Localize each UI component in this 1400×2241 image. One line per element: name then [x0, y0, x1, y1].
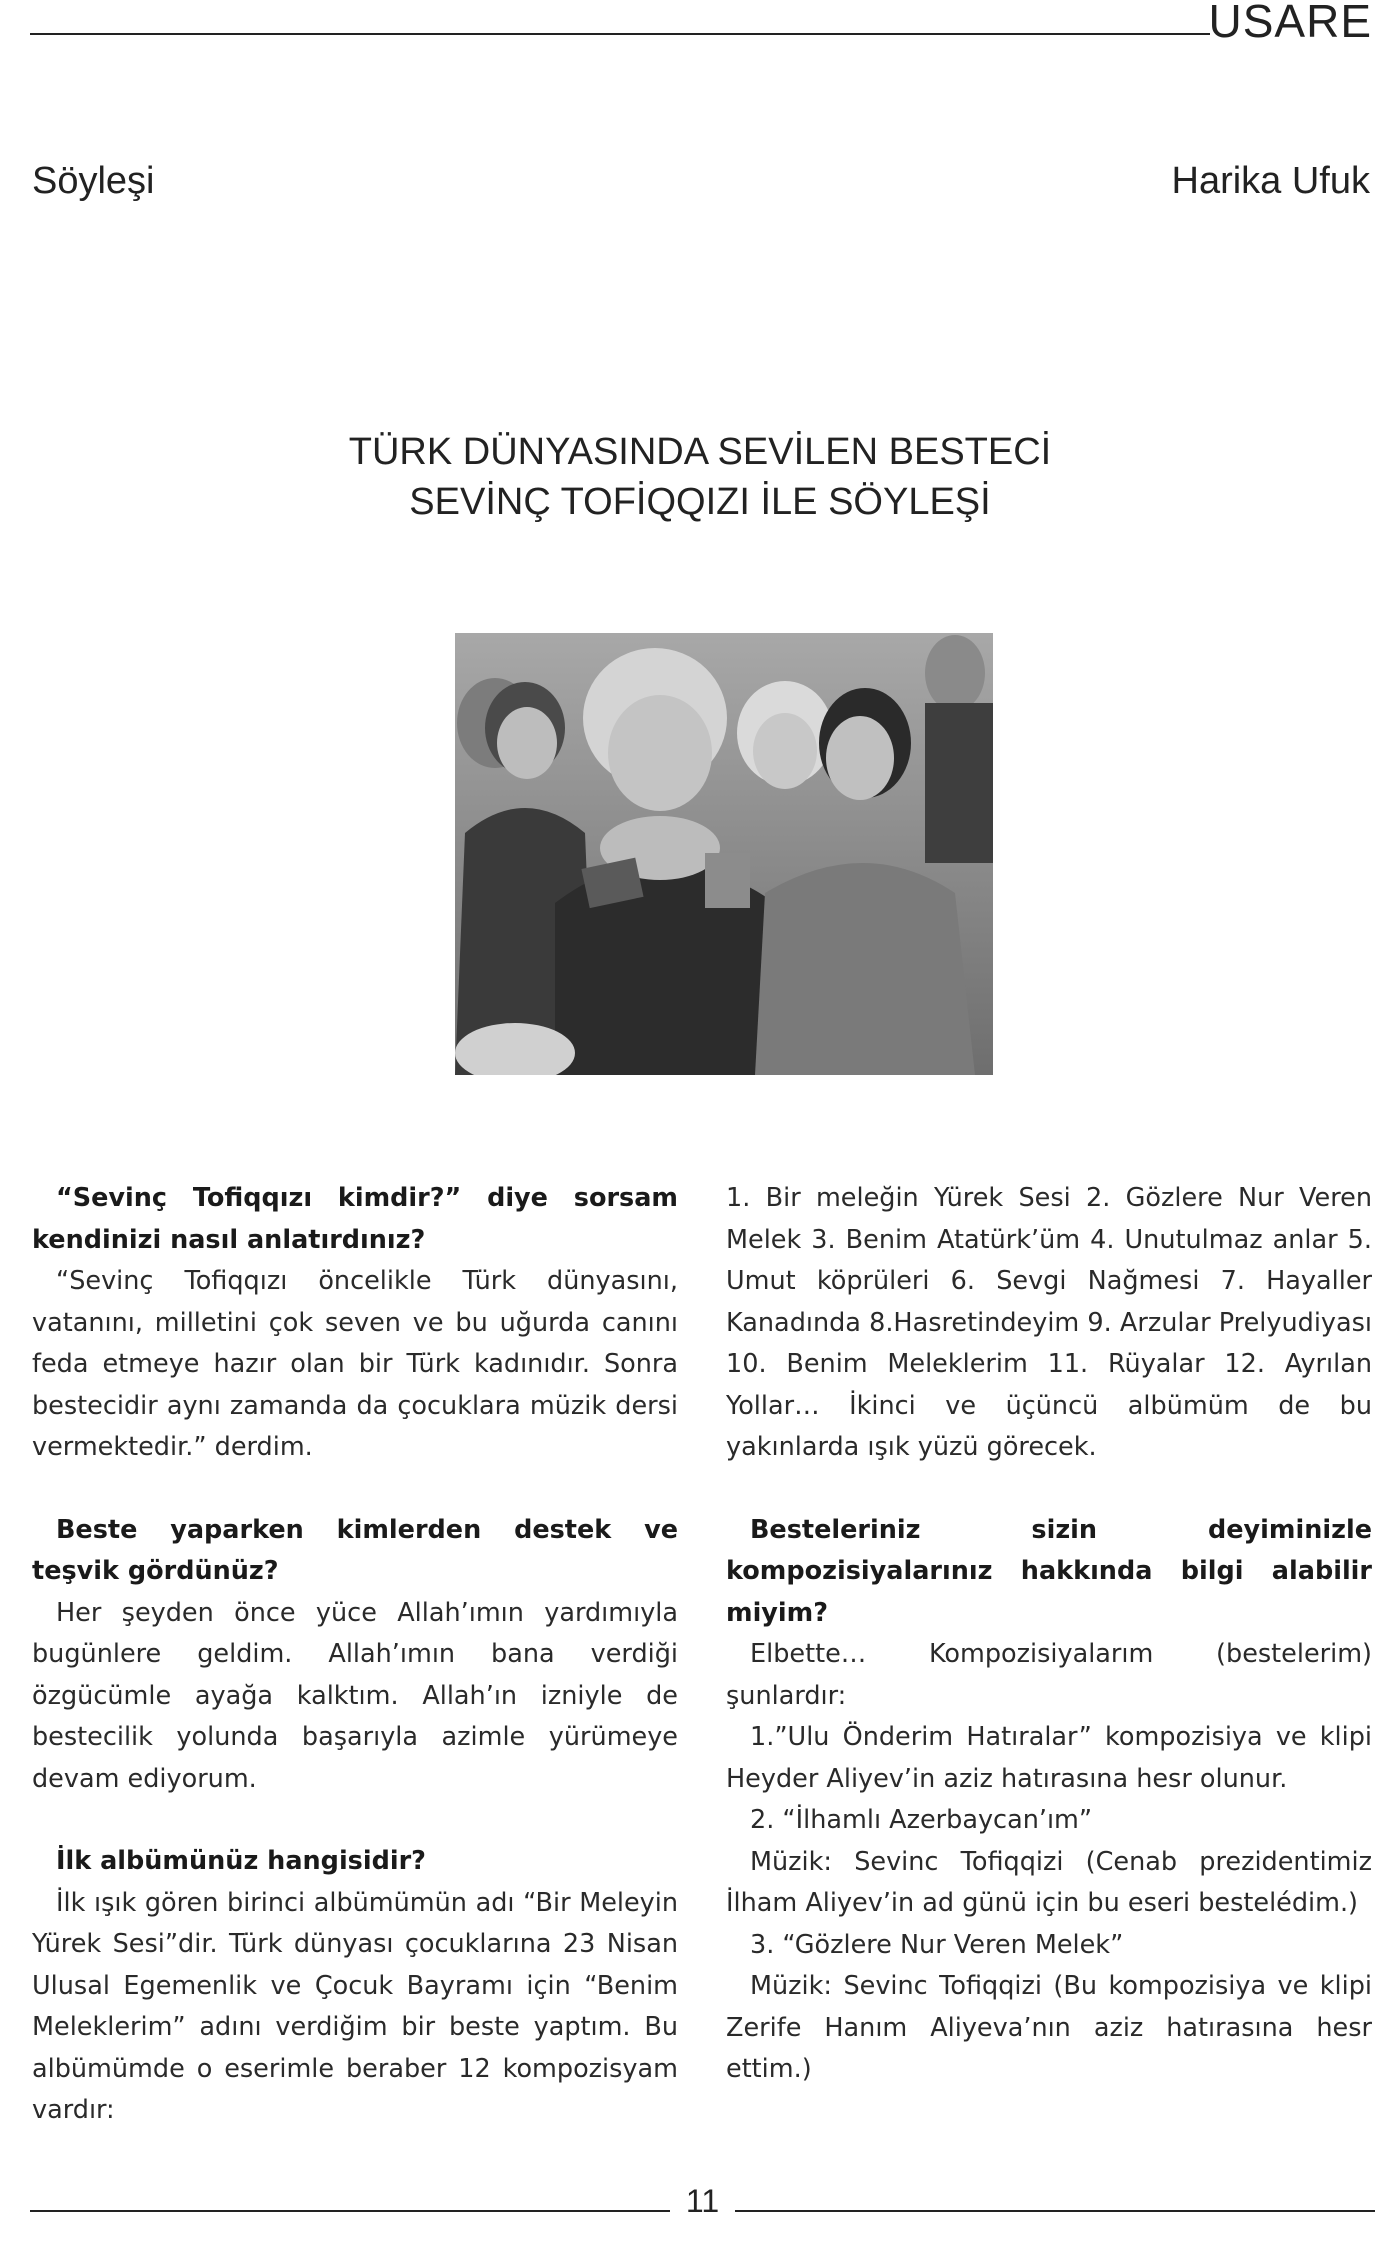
question-4: Besteleriniz sizin deyiminizle kompozisiyalarınız hakkında bilgi alabilir miyim?: [726, 1514, 1372, 1628]
header-rule: [30, 33, 1210, 35]
answer-4-intro: Elbette… Kompozisiyalarım (bestelerim) şunlardır:: [726, 1639, 1372, 1711]
footer-rule-left: [30, 2210, 670, 2212]
footer-rule-right: [735, 2210, 1375, 2212]
question-1: “Sevinç Tofiqqızı kimdir?” diye sorsam kendinizi nasıl anlatırdınız?: [32, 1183, 678, 1255]
article-title-line-2: SEVİNÇ TOFİQQIZI İLE SÖYLEŞİ: [409, 481, 991, 523]
album-track-list: 1. Bir meleğin Yürek Sesi 2. Gözlere Nur Veren Melek 3. Benim Atatürk’üm 4. Unutulmaz anlar 5. Umut köprüleri 6. Sevgi Nağmesi 7. Hayaller Kanadında 8.Hasretindeyim 9. Arzular Prelyudiyası 10. Benim Meleklerim 11. Rüyalar 12. Ayrılan Yollar… İkinci ve üçüncü albümüm de bu yakınlarda ışık yüzü görecek.: [726, 1183, 1372, 1462]
group-photo-image: [455, 633, 993, 1075]
answer-3: İlk ışık gören birinci albümümün adı “Bir Meleyin Yürek Sesi”dir. Türk dünyası çocuklarına 23 Nisan Ulusal Egemenlik ve Çocuk Bayramı için “Benim Meleklerim” adını verdiğim bir beste yaptım. Bu albümümde o eserimle beraber 12 kompozisyam vardır:: [32, 1887, 678, 2125]
author-name: Harika Ufuk: [1171, 160, 1370, 202]
page-number: 11: [685, 2183, 720, 2219]
section-label: Söyleşi: [32, 160, 155, 202]
composition-item-2-text: Müzik: Sevinc Tofiqqizi (Cenab prezidentimiz İlham Aliyev’in ad günü için bu eseri bestelédim.): [726, 1846, 1372, 1918]
group-photo: [455, 633, 993, 1075]
composition-item-3-text: Müzik: Sevinc Tofiqqizi (Bu kompozisiya ve klipi Zerife Hanım Aliyeva’nın aziz hatırasına hesr ettim.): [726, 1971, 1372, 2084]
answer-1: “Sevinç Tofiqqızı öncelikle Türk dünyasını, vatanını, milletini çok seven ve bu uğurda canını feda etmeye hazır olan bir Türk kadınıdır. Sonra bestecidir aynı zamanda da çocuklara müzik dersi vermektedir.” derdim.: [32, 1266, 678, 1462]
composition-item-3-title: 3. “Gözlere Nur Veren Melek”: [750, 1929, 1124, 1960]
question-2: Beste yaparken kimlerden destek ve teşvik gördünüz?: [32, 1514, 678, 1586]
answer-2: Her şeyden önce yüce Allah’ımın yardımıyla bugünlere geldim. Allah’ımın bana verdiği özgücümle ayağa kalktım. Allah’ın izniyle de bestecilik yolunda başarıyla azimle yürümeye devam ediyorum.: [32, 1597, 678, 1794]
composition-item-2-title: 2. “İlhamlı Azerbaycan’ım”: [750, 1805, 1093, 1835]
article-title-line-1: TÜRK DÜNYASINDA SEVİLEN BESTECİ: [348, 431, 1052, 473]
question-3: İlk albümünüz hangisidir?: [56, 1846, 426, 1876]
left-column: [32, 1178, 678, 2132]
composition-item-1: 1.”Ulu Önderim Hatıralar” kompozisiya ve klipi Heyder Aliyev’in aziz hatırasına hesr olunur.: [726, 1722, 1372, 1794]
right-column: [726, 1178, 1372, 2091]
magazine-brand: USARE: [1208, 0, 1372, 47]
